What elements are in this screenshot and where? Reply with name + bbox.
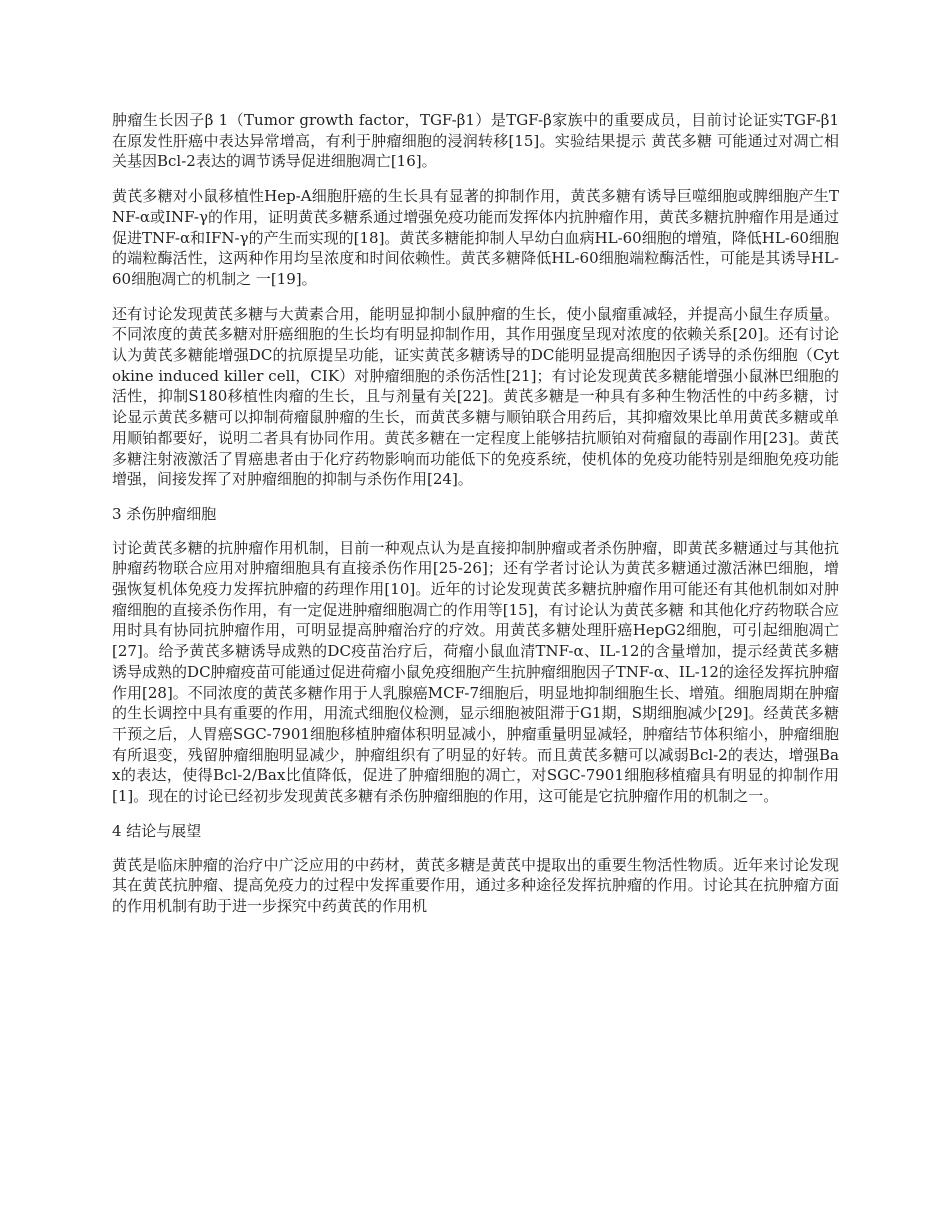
section-heading-3: 3 杀伤肿瘤细胞 — [112, 504, 217, 523]
document-body — [112, 110, 839, 931]
paragraph-combination: 还有讨论发现黄芪多糖与大黄素合用，能明显抑制小鼠肿瘤的生长，使小鼠瘤重减轻，并提高小鼠生存质量。不同浓度的黄芪多糖对肝癌细胞的生长均有明显抑制作用，其作用强度呈现对浓度的依赖关系[20]。还有讨论认为黄芪多糖能增强DC的抗原提呈功能，证实黄芪多糖诱导的DC能明显提高细胞因子诱导的杀伤细胞（Cytokine induced killer cell，CIK）对肿瘤细胞的杀伤活性[21]；有讨论发现黄芪多糖能增强小鼠淋巴细胞的活性，抑制S180移植性肉瘤的生长，且与剂量有关[22]。黄芪多糖是一种具有多种生物活性的中药多糖，讨论显示黄芪多糖可以抑制荷瘤鼠肿瘤的生长，而黄芪多糖与顺铂联合用药后，其抑瘤效果比单用黄芪多糖或单用顺铂都要好，说明二者具有协同作用。黄芪多糖在一定程度上能够拮抗顺铂对荷瘤鼠的毒副作用[23]。黄芪多糖注射液激活了胃癌患者由于化疗药物影响而功能低下的免疫系统，使机体的免疫功能特别是细胞免疫功能增强，间接发挥了对肿瘤细胞的抑制与杀伤作用[24]。 — [112, 304, 839, 489]
paragraph-section-3: 讨论黄芪多糖的抗肿瘤作用机制，目前一种观点认为是直接抑制肿瘤或者杀伤肿瘤，即黄芪多糖通过与其他抗肿瘤药物联合应用对肿瘤细胞具有直接杀伤作用[25-26]；还有学者讨论认为黄芪多糖通过激活淋巴细胞，增强恢复机体免疫力发挥抗肿瘤的药理作用[10]。近年的讨论发现黄芪多糖抗肿瘤作用可能还有其他机制如对肿瘤细胞的直接杀伤作用，有一定促进肿瘤细胞凋亡的作用等[15]，有讨论认为黄芪多糖 和其他化疗药物联合应用时具有协同抗肿瘤作用，可明显提高肿瘤治疗的疗效。用黄芪多糖处理肝癌HepG2细胞，可引起细胞凋亡[27]。给予黄芪多糖诱导成熟的DC疫苗治疗后，荷瘤小鼠血清TNF-α、IL-12的含量增加，提示经黄芪多糖诱导成熟的DC肿瘤疫苗可能通过促进荷瘤小鼠免疫细胞产生抗肿瘤细胞因子TNF-α、IL-12的途径发挥抗肿瘤作用[28]。不同浓度的黄芪多糖作用于人乳腺癌MCF-7细胞后，明显地抑制细胞生长、增殖。细胞周期在肿瘤的生长调控中具有重要的作用，用流式细胞仪检测，显示细胞被阻滞于G1期，S期细胞减少[29]。经黄芪多糖干预之后，人胃癌SGC-7901细胞移植肿瘤体积明显减小，肿瘤重量明显减轻，肿瘤结节体积缩小，肿瘤细胞有所退变，残留肿瘤细胞明显减少，肿瘤组织有了明显的好转。而且黄芪多糖可以减弱Bcl-2的表达，增强Bax的表达，使得Bcl-2/Bax比值降低，促进了肿瘤细胞的凋亡，对SGC-7901细胞移植瘤具有明显的抑制作用[1]。现在的讨论已经初步发现黄芪多糖有杀伤肿瘤细胞的作用，这可能是它抗肿瘤作用的机制之一。 — [112, 538, 839, 806]
section-heading-4: 4 结论与展望 — [112, 821, 202, 840]
paragraph-tgf-beta: 肿瘤生长因子β 1（Tumor growth factor，TGF-β1）是TGF-β家族中的重要成员，目前讨论证实TGF-β1在原发性肝癌中表达异常增高，有利于肿瘤细胞的浸润转移[15]。实验结果提示 黄芪多糖 可能通过对凋亡相关基因Bcl-2表达的调节诱导促进细胞凋亡[16]。 — [112, 111, 839, 171]
paragraph-hep-a: 黄芪多糖对小鼠移植性Hep-A细胞肝癌的生长具有显著的抑制作用，黄芪多糖有诱导巨噬细胞或脾细胞产生TNF-α或INF-γ的作用，证明黄芪多糖系通过增强免疫功能而发挥体内抗肿瘤作用，黄芪多糖抗肿瘤作用是通过促进TNF-α和IFN-γ的产生而实现的[18]。黄芪多糖能抑制人早幼白血病HL-60细胞的增殖，降低HL-60细胞的端粒酶活性，这两种作用均呈浓度和时间依赖性。黄芪多糖降低HL-60细胞端粒酶活性，可能是其诱导HL-60细胞凋亡的机制之 一[19]。 — [112, 187, 839, 288]
paragraph-section-4: 黄芪是临床肿瘤的治疗中广泛应用的中药材，黄芪多糖是黄芪中提取出的重要生物活性物质。近年来讨论发现其在黄芪抗肿瘤、提高免疫力的过程中发挥重要作用，通过多种途径发挥抗肿瘤的作用。讨论其在抗肿瘤方面的作用机制有助于进一步探究中药黄芪的作用机 — [112, 855, 839, 915]
